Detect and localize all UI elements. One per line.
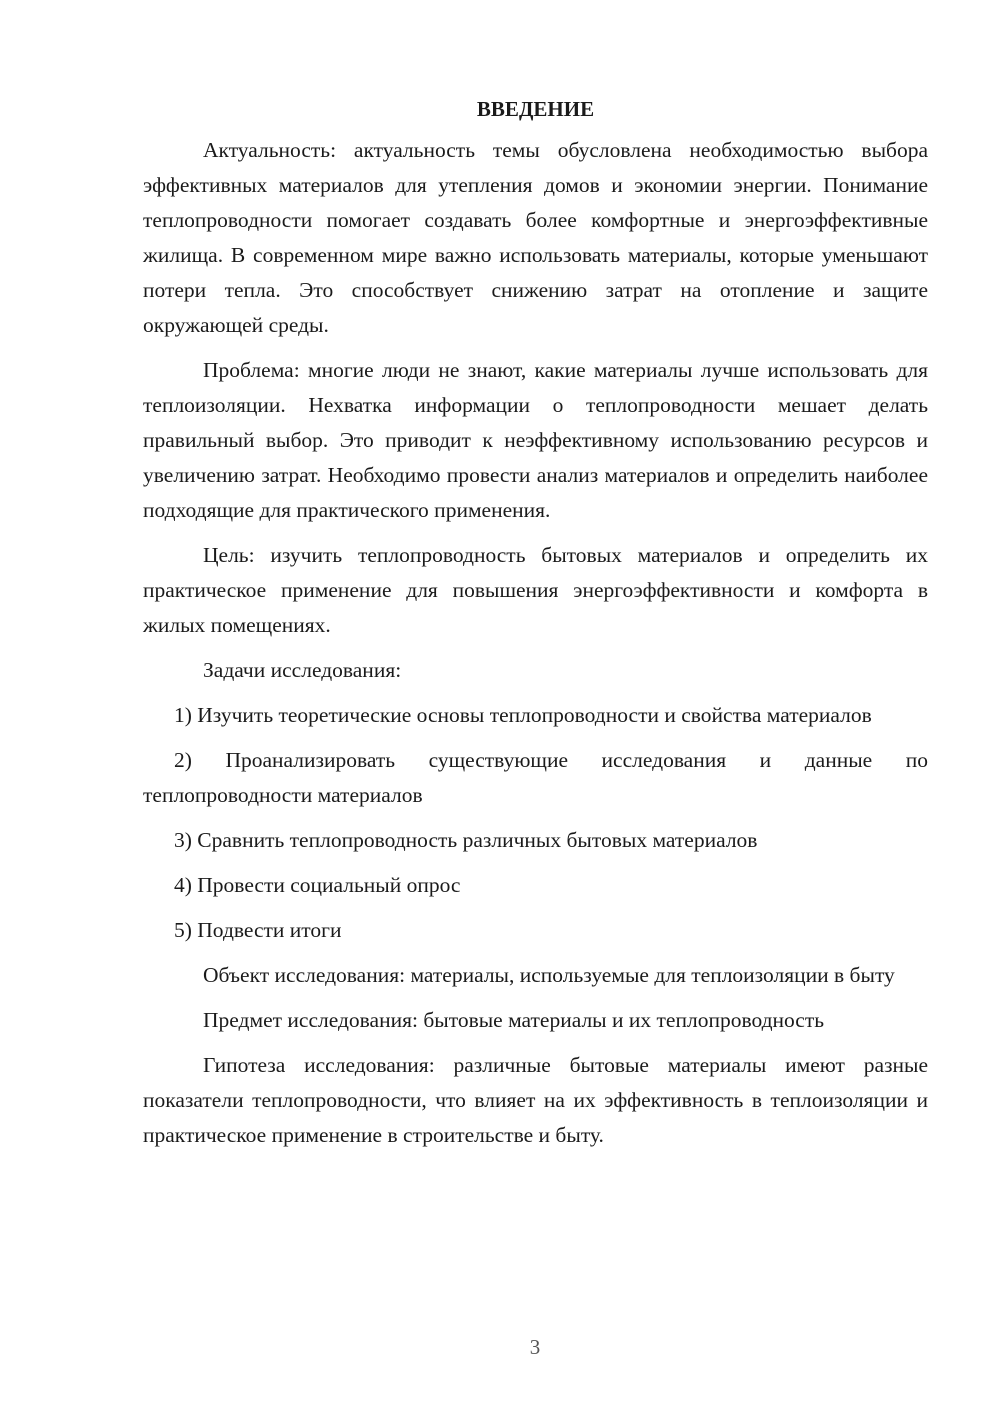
hypothesis-paragraph: Гипотеза исследования: различные бытовые материалы имеют разные показатели теплопроводности, что влияет на их эффективность в теплоизоляции и практическое применение в строительстве и быту. [143,1053,928,1147]
task-item-4: 4) Провести социальный опрос [174,873,461,897]
relevance-paragraph: Актуальность: актуальность темы обусловлена необходимостью выбора эффективных материалов для утепления домов и экономии энергии. Понимание теплопроводности помогает создавать более комфортные и энергоэффективные жилища. В современном мире важно использовать материалы, которые уменьшают потери тепла. Это способствует снижению затрат на отопление и защите окружающей среды. [143,138,928,337]
task-item-3: 3) Сравнить теплопроводность различных бытовых материалов [174,828,758,852]
task-item-5: 5) Подвести итоги [174,918,342,942]
object-paragraph: Объект исследования: материалы, используемые для теплоизоляции в быту [203,963,895,987]
tasks-heading: Задачи исследования: [203,658,402,682]
problem-paragraph: Проблема: многие люди не знают, какие материалы лучше использовать для теплоизоляции. Нехватка информации о теплопроводности мешает делать правильный выбор. Это приводит к неэффективному использованию ресурсов и увеличению затрат. Необходимо провести анализ материалов и определить наиболее подходящие для практического применения. [143,358,928,522]
task-item-2: 2) Проанализировать существующие исследования и данные по теплопроводности материалов [143,748,928,807]
task-item-1: 1) Изучить теоретические основы теплопроводности и свойства материалов [174,703,872,727]
page-number: 3 [529,1335,541,1359]
goal-paragraph: Цель: изучить теплопроводность бытовых материалов и определить их практическое применение для повышения энергоэффективности и комфорта в жилых помещениях. [143,543,928,637]
subject-paragraph: Предмет исследования: бытовые материалы и их теплопроводность [203,1008,825,1032]
page-content [143,92,928,1163]
page-title: ВВЕДЕНИЕ [476,97,595,121]
